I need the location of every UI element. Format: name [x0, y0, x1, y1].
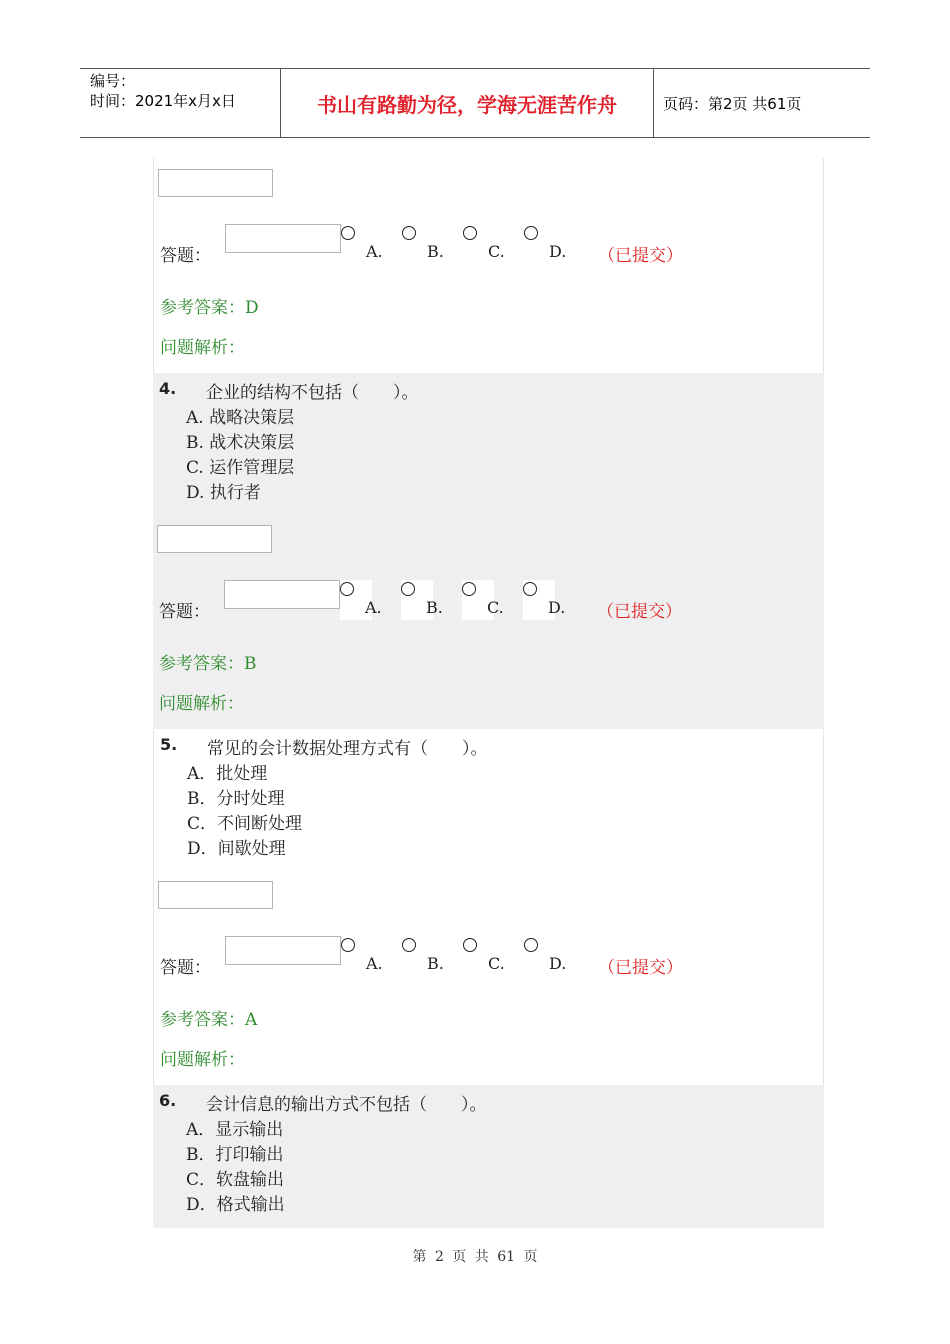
option-d[interactable]: D.	[524, 936, 556, 976]
answer-input[interactable]	[224, 580, 340, 609]
answer-row	[160, 224, 810, 274]
radio-icon[interactable]	[340, 582, 354, 596]
blank-field[interactable]	[158, 169, 273, 197]
submitted-status: （已提交）	[598, 958, 683, 978]
analysis-label: 问题解析：	[160, 338, 245, 358]
radio-icon[interactable]	[524, 226, 538, 240]
choice-c: C．软盘输出	[186, 1170, 285, 1190]
choice-a: A．显示输出	[186, 1120, 284, 1140]
question-number: 5.	[160, 735, 178, 754]
answer-input[interactable]	[225, 224, 341, 253]
radio-icon[interactable]	[524, 938, 538, 952]
reference-answer: 参考答案：B	[159, 654, 257, 674]
choice-b: B．打印输出	[186, 1145, 284, 1165]
radio-icon[interactable]	[402, 226, 416, 240]
page-footer: 第 2 页 共 61 页	[412, 1249, 538, 1265]
question-text: 常见的会计数据处理方式有（ ）。	[207, 739, 488, 759]
radio-icon[interactable]	[463, 938, 477, 952]
choice-d: D. 执行者	[186, 483, 261, 503]
option-c[interactable]: C.	[462, 580, 494, 620]
question-text: 会计信息的输出方式不包括（ ）。	[206, 1095, 487, 1115]
time-label: 时间：2021年x月x日	[90, 92, 236, 110]
choice-a: A. 战略决策层	[186, 408, 295, 428]
header-motto: 书山有路勤为径，学海无涯苦作舟	[281, 69, 654, 137]
analysis-label: 问题解析：	[160, 1050, 245, 1070]
option-d[interactable]: D.	[523, 580, 555, 620]
answer-label: 答题：	[160, 958, 211, 978]
question-4	[153, 373, 824, 729]
answer-label: 答题：	[159, 602, 210, 622]
header-meta	[80, 69, 281, 137]
submitted-status: （已提交）	[597, 602, 682, 622]
page-header	[80, 68, 870, 138]
choice-d: D．间歇处理	[187, 839, 286, 859]
question-3-tail	[153, 158, 824, 373]
option-b[interactable]: B.	[402, 224, 434, 264]
choice-c: C. 运作管理层	[186, 458, 295, 478]
radio-icon[interactable]	[523, 582, 537, 596]
answer-row	[160, 936, 810, 986]
serial-label: 编号：	[90, 72, 136, 90]
option-a[interactable]: A.	[341, 224, 373, 264]
reference-answer: 参考答案：D	[160, 298, 259, 318]
radio-icon[interactable]	[401, 582, 415, 596]
analysis-label: 问题解析：	[159, 694, 244, 714]
reference-answer: 参考答案：A	[160, 1010, 258, 1030]
answer-row	[159, 580, 809, 630]
question-6	[153, 1085, 824, 1228]
option-a[interactable]: A.	[340, 580, 372, 620]
blank-field[interactable]	[157, 525, 272, 553]
question-text: 企业的结构不包括（ ）。	[206, 383, 419, 403]
option-d[interactable]: D.	[524, 224, 556, 264]
choice-b: B．分时处理	[187, 789, 285, 809]
choice-a: A．批处理	[187, 764, 268, 784]
question-number: 6.	[159, 1091, 177, 1110]
option-c[interactable]: C.	[463, 936, 495, 976]
question-5	[153, 729, 824, 1085]
answer-input[interactable]	[225, 936, 341, 965]
header-page-info: 页码：第2页 共61页	[663, 94, 802, 113]
radio-icon[interactable]	[341, 938, 355, 952]
question-number: 4.	[159, 379, 177, 398]
option-c[interactable]: C.	[463, 224, 495, 264]
radio-icon[interactable]	[463, 226, 477, 240]
option-b[interactable]: B.	[401, 580, 433, 620]
blank-field[interactable]	[158, 881, 273, 909]
choice-c: C．不间断处理	[187, 814, 303, 834]
radio-icon[interactable]	[462, 582, 476, 596]
option-a[interactable]: A.	[341, 936, 373, 976]
option-b[interactable]: B.	[402, 936, 434, 976]
answer-label: 答题：	[160, 246, 211, 266]
submitted-status: （已提交）	[598, 246, 683, 266]
radio-icon[interactable]	[402, 938, 416, 952]
choice-d: D．格式输出	[186, 1195, 285, 1215]
quiz-content	[153, 158, 824, 1228]
radio-icon[interactable]	[341, 226, 355, 240]
choice-b: B. 战术决策层	[186, 433, 295, 453]
